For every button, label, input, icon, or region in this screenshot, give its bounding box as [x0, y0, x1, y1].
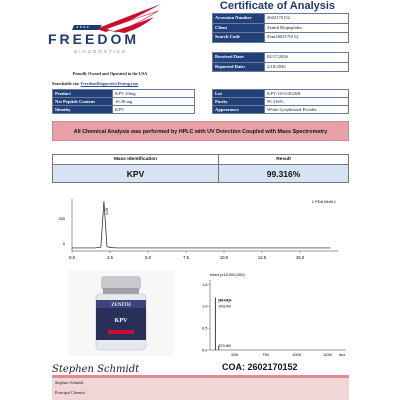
- column-header: Result: [219, 155, 349, 165]
- y-tick-group: [202, 282, 210, 353]
- x-tick-label: 12.5: [257, 255, 267, 260]
- y-tick-label: 0: [62, 241, 65, 246]
- table-row: [213, 106, 349, 114]
- lot-table: [212, 89, 349, 114]
- row-label: Client: [213, 23, 265, 33]
- table-row: [213, 98, 349, 106]
- vial-cap-icon: [101, 276, 141, 290]
- y-tick-label: 1.0: [201, 303, 208, 309]
- table-row: [213, 23, 349, 33]
- table-row: [213, 53, 349, 63]
- x-tick-label: 500: [231, 352, 239, 357]
- vial-brand: ZENITH: [111, 303, 131, 308]
- coa-number: COA: 2602170152: [222, 362, 298, 372]
- x-axis-unit: m/z: [338, 352, 346, 357]
- freedom-logo: [48, 3, 168, 61]
- accession-table: [212, 13, 349, 43]
- logo-subtitle: DIAGNOSTICS: [74, 49, 128, 54]
- mass-result-value: 99.316%: [219, 165, 349, 183]
- column-header: Mass Identification: [53, 155, 219, 165]
- owned-note: Proudly Owned and Operated in the USA: [72, 71, 148, 76]
- mass-identity-value: KPV: [53, 165, 219, 183]
- footer-accent-bar: [52, 375, 349, 378]
- method-banner: All Chemical Analysis was performed by HPLC with UV Detection Coupled with Mass Spectrometry: [52, 121, 349, 141]
- row-label: Appearance: [213, 106, 265, 114]
- table-row: [213, 62, 349, 72]
- row-value: 99.316%: [265, 98, 349, 106]
- search-note: [52, 81, 138, 86]
- y-tick-label: 0.0: [201, 347, 208, 353]
- x-tick-label: 750: [262, 352, 269, 357]
- ion-label: [M+H]+: [218, 297, 232, 303]
- x-tick-label: 7.5: [183, 255, 189, 260]
- row-label: Purity: [213, 98, 265, 106]
- footer-panel: [52, 375, 349, 400]
- y-tick-label: 0.5: [201, 325, 208, 331]
- row-label: Product: [53, 90, 113, 98]
- peak-label: KPV: [104, 208, 109, 216]
- legend-label: 1 PDA Multi 1: [311, 199, 336, 204]
- row-value: 2/18/2026: [265, 62, 349, 72]
- dates-table: [212, 52, 349, 72]
- peak-label: 370.88: [218, 343, 231, 349]
- flag-swoosh-icon: [66, 3, 176, 33]
- table-row: [53, 165, 349, 183]
- table-row: [213, 33, 349, 43]
- table-header-row: [53, 155, 349, 165]
- y-tick-label: 250: [58, 216, 65, 221]
- svg-text:★ ★ ★ ★: ★ ★ ★ ★: [76, 25, 90, 29]
- x-tick-group: [231, 352, 345, 357]
- search-prefix: Searchable via:: [52, 81, 80, 86]
- footer-signer-name: Stephen Schmidt: [55, 380, 84, 385]
- logo-wordmark: FREEDOM: [48, 31, 139, 47]
- mass-spectrum-chart: [190, 270, 350, 360]
- signature: Stephen Schmidt: [52, 364, 140, 375]
- row-value: KPV: [113, 106, 195, 114]
- x-tick-label: 2.5: [107, 255, 113, 260]
- product-table: [52, 89, 195, 114]
- row-value: 2602170152: [265, 14, 349, 24]
- footer-signer-title: Principal Chemist: [55, 390, 86, 395]
- chromatogram-series: [72, 201, 330, 248]
- x-tick-label: 10.0: [219, 255, 229, 260]
- row-label: Net Peptide Content: [53, 98, 113, 106]
- x-tick-label: 5.0: [145, 255, 151, 260]
- y-tick-label: 1.5: [201, 281, 208, 287]
- hplc-chromatogram: [58, 195, 342, 261]
- row-value: White Lyophilized Powder: [265, 106, 349, 114]
- row-value: KPV-10-012026B: [265, 90, 349, 98]
- row-value: 02/17/2026: [265, 53, 349, 63]
- row-label: Lot: [213, 90, 265, 98]
- row-value: Zenith Biopeptides: [265, 23, 349, 33]
- vial-photo: [68, 270, 174, 356]
- row-value: KPV 10mg: [113, 90, 195, 98]
- table-row: [53, 98, 195, 106]
- row-label: Accession Number: [213, 14, 265, 24]
- chart-header: Inten.(x10,000,000): [210, 272, 245, 277]
- row-label: Identity: [53, 106, 113, 114]
- table-row: [213, 14, 349, 24]
- x-tick-label: 0.0: [69, 255, 75, 260]
- row-label: Received Date:: [213, 53, 265, 63]
- mass-identification-table: [52, 154, 349, 183]
- row-value: Zeni2602170152: [265, 33, 349, 43]
- x-tick-label: 15.0: [295, 255, 305, 260]
- row-value: 10.28 mg: [113, 98, 195, 106]
- peak-label: 343.08: [218, 303, 231, 309]
- x-tick-group: [69, 251, 305, 260]
- website-link[interactable]: FreedomDiagnosticsTesting.com: [80, 81, 139, 86]
- table-row: [53, 106, 195, 114]
- row-label: Search Code: [213, 33, 265, 43]
- vial-product-name: KPV: [114, 318, 128, 324]
- page-title: Certificate of Analysis: [219, 0, 336, 12]
- x-tick-label: 1250: [323, 352, 332, 357]
- table-row: [53, 90, 195, 98]
- x-tick-label: 1000: [292, 352, 301, 357]
- row-label: Reported Date:: [213, 62, 265, 72]
- table-row: [213, 90, 349, 98]
